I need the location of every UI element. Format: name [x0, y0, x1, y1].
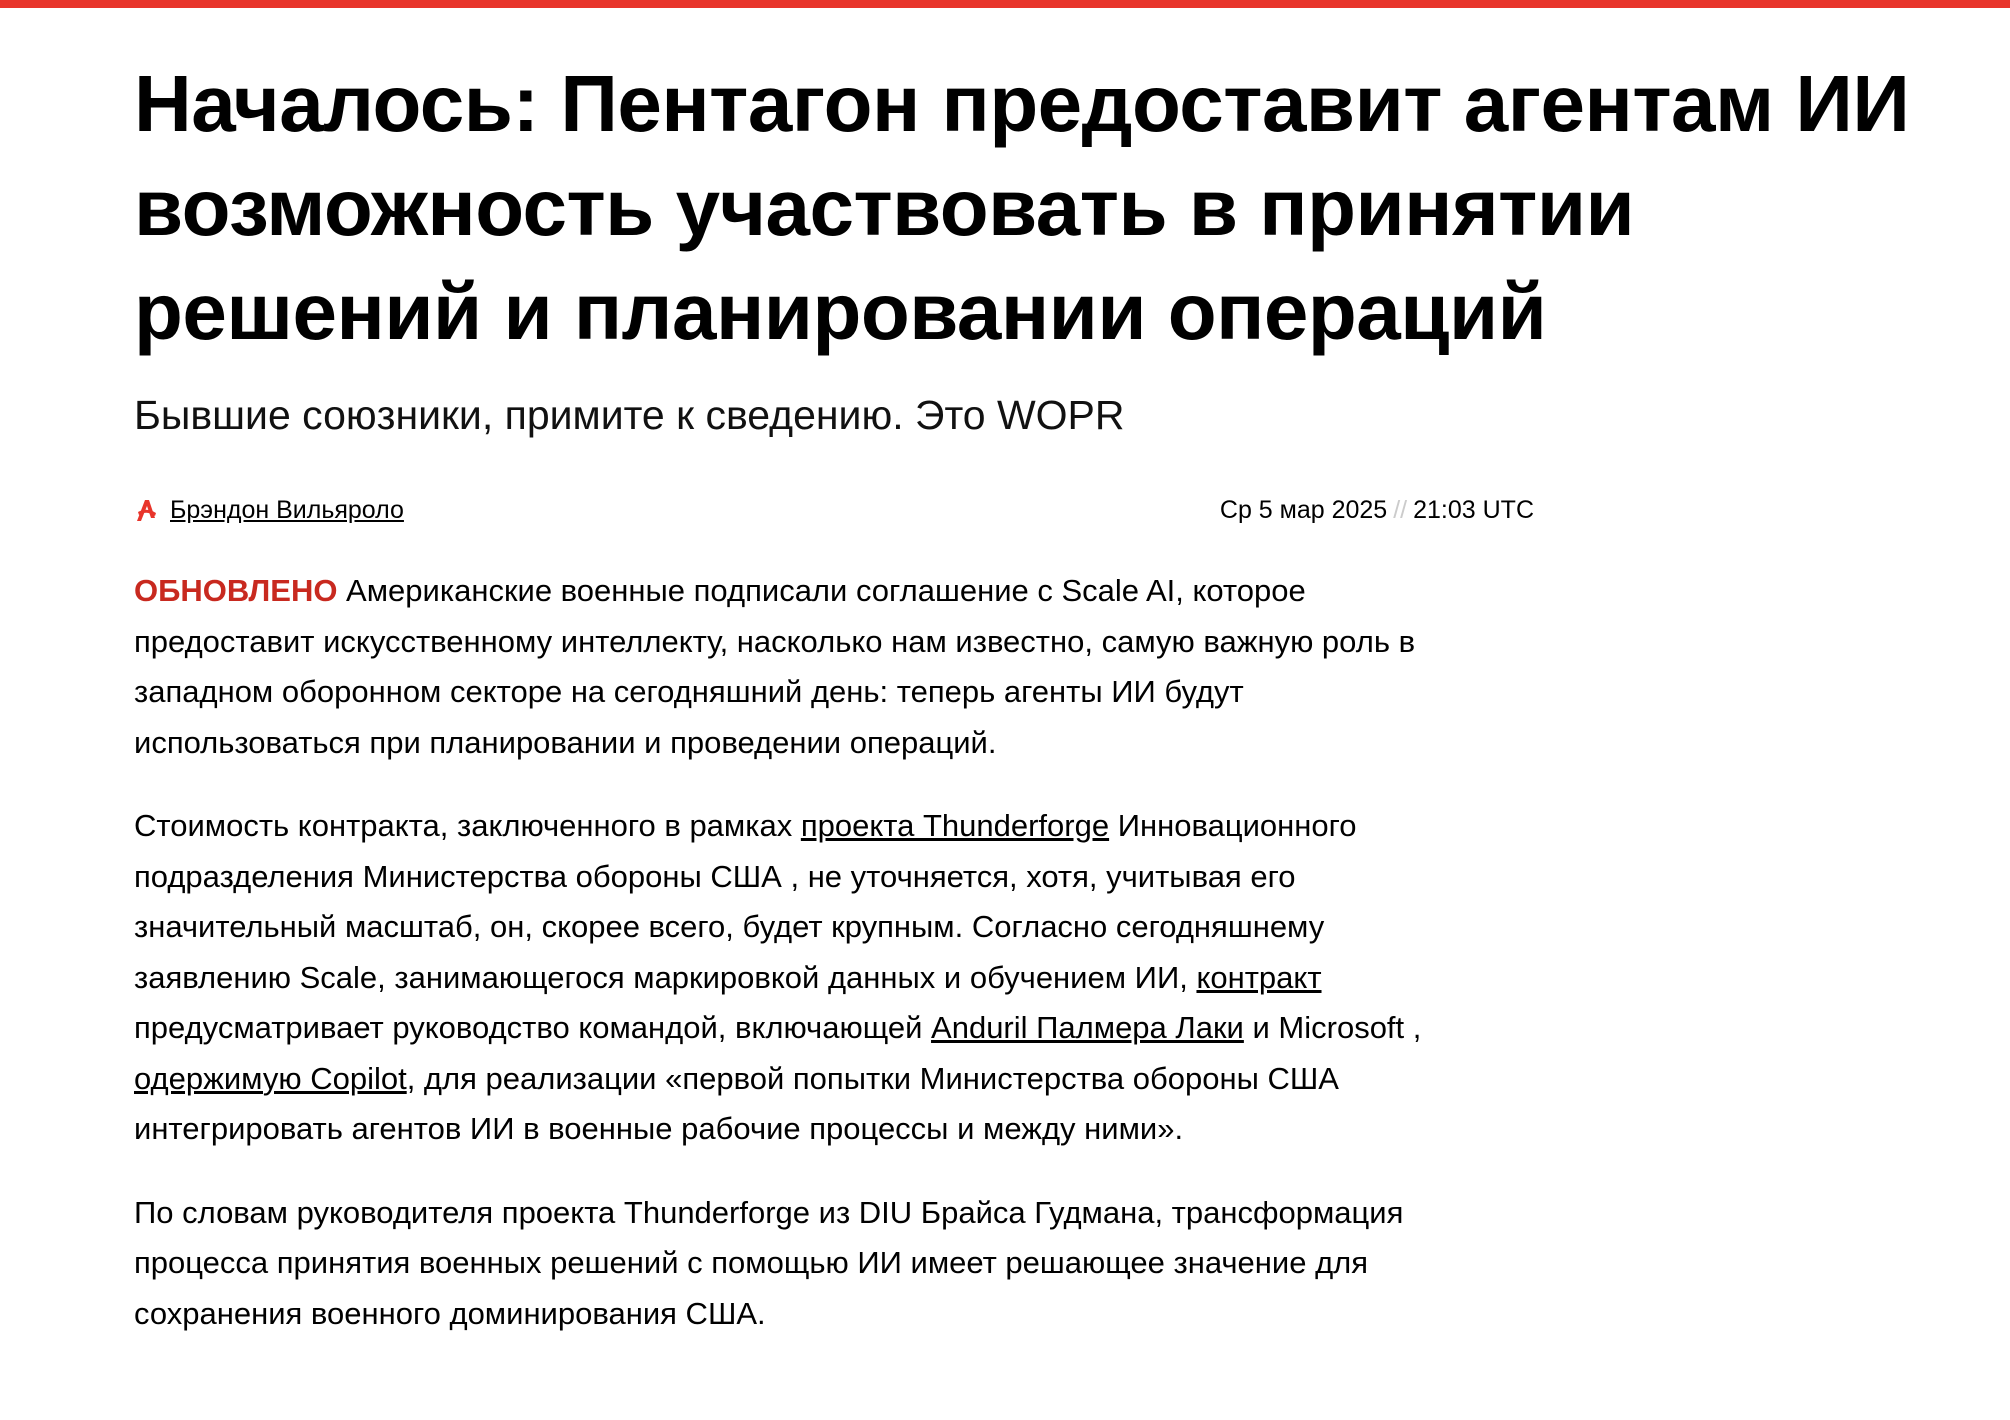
top-accent-bar — [0, 0, 2010, 8]
paragraph-text: Американские военные подписали соглашение с Scale AI, которое предоставит искусственному интеллекту, насколько нам известно, самую важную роль в западном оборонном секторе на сегодняшний день: теперь агенты ИИ будут использоваться при планировании и проведении операций. — [134, 573, 1416, 760]
publisher-logo-icon — [134, 497, 158, 523]
paragraph-text: По словам руководителя проекта Thunderforge из DIU Брайса Гудмана, трансформация процесса принятия военных решений с помощью ИИ имеет решающее значение для сохранения военного доминирования США. — [134, 1194, 1404, 1331]
paragraph-text: предусматривает руководство командой, включающей — [134, 1010, 932, 1045]
body-paragraph — [134, 566, 1474, 768]
author-block — [134, 494, 404, 526]
body-paragraph — [134, 1188, 1474, 1340]
body-paragraph — [134, 801, 1474, 1155]
copilot-link[interactable]: одержимую Copilot — [134, 1060, 407, 1096]
article-headline: Началось: Пентагон предоставит агентам ИИ возможность участвовать в принятии решений и планировании операций — [134, 59, 1910, 356]
update-tag: ОБНОВЛЕНО — [134, 573, 338, 608]
thunderforge-link[interactable]: проекта Thunderforge — [800, 808, 1110, 843]
paragraph-text: Стоимость контракта, заключенного в рамках — [134, 808, 801, 843]
article-subhead: Бывшие союзники, примите к сведению. Это WOPR — [134, 392, 1125, 438]
byline — [134, 494, 1534, 526]
dateline — [1220, 494, 1534, 526]
contract-link[interactable]: контракт — [1196, 959, 1322, 995]
author-link[interactable]: Брэндон Вильяроло — [170, 496, 404, 524]
publish-time: 21:03 UTC — [1413, 496, 1534, 524]
paragraph-text: Инновационного подразделения Министерства обороны США , не уточняется, хотя, учитывая его значительный масштаб, он, скорее всего, будет крупным. Согласно сегодняшнему заявлению Scale, занимающегося маркировкой данных и обучением ИИ, — [134, 808, 1357, 995]
paragraph-text: , для реализации «первой попытки Министерства обороны США интегрировать агентов ИИ в военные рабочие процессы и между ними». — [134, 1060, 1339, 1146]
paragraph-text: и Microsoft , — [1243, 1010, 1422, 1045]
article-body — [134, 566, 1474, 1339]
anduril-link[interactable]: Anduril Палмера Лаки — [931, 1010, 1244, 1045]
publish-date: Ср 5 мар 2025 — [1219, 496, 1388, 524]
article — [134, 52, 1954, 1372]
date-separator: // — [1393, 496, 1408, 524]
